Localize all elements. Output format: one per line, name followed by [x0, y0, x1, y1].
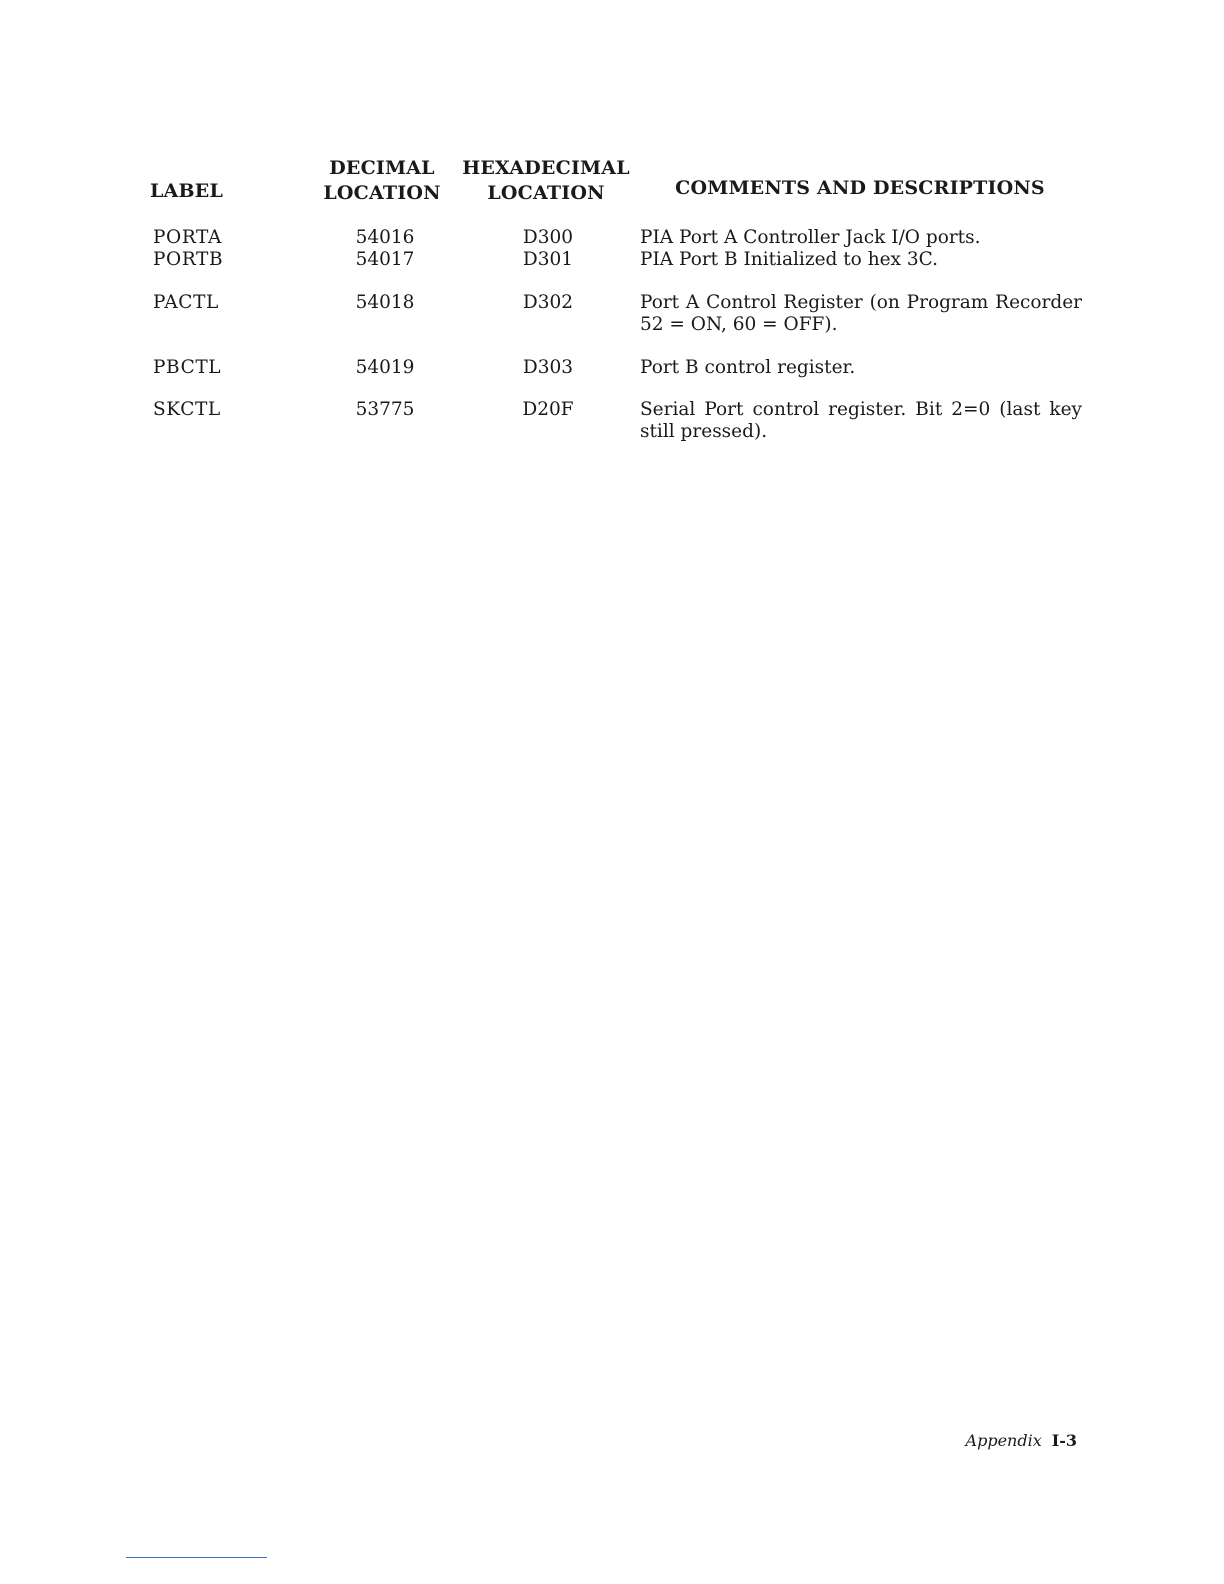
row-comment: Serial Port control register. Bit 2=0 (last key still pressed). [640, 399, 1082, 442]
row-decimal: 54017 [355, 249, 415, 270]
row-decimal: 54018 [355, 292, 415, 313]
header-comments [640, 176, 1080, 201]
row-decimal: 54016 [355, 227, 415, 248]
header-decimal-line-2: LOCATION [323, 182, 441, 204]
row-label: PORTB [153, 249, 224, 270]
footer-section: Appendix [965, 1431, 1042, 1450]
header-hex-line-2: LOCATION [487, 182, 605, 204]
row-comment: PIA Port B Initialized to hex 3C. [640, 249, 939, 270]
footer-page-number: I-3 [1051, 1431, 1077, 1450]
row-comment: Port A Control Register (on Program Recorder 52 = ON, 60 = OFF). [640, 292, 1082, 335]
row-label: SKCTL [153, 399, 221, 420]
row-hex: D301 [522, 249, 574, 270]
bottom-rule [126, 1557, 267, 1558]
header-label-line: LABEL [150, 180, 224, 202]
row-hex: D300 [522, 227, 574, 248]
row-decimal: 54019 [355, 357, 415, 378]
header-decimal-location [318, 156, 446, 206]
header-comments-line: COMMENTS AND DESCRIPTIONS [675, 177, 1045, 199]
row-comment: Port B control register. [640, 357, 856, 378]
row-hex: D302 [522, 292, 574, 313]
row-label: PACTL [153, 292, 219, 313]
header-hex-location [462, 156, 630, 206]
row-decimal: 53775 [355, 399, 415, 420]
row-hex: D20F [522, 399, 574, 420]
header-label [150, 179, 250, 204]
row-hex: D303 [522, 357, 574, 378]
row-label: PORTA [153, 227, 222, 248]
header-decimal-line-1: DECIMAL [329, 157, 435, 179]
row-label: PBCTL [153, 357, 222, 378]
page-footer [900, 1431, 1077, 1450]
header-hex-line-1: HEXADECIMAL [462, 157, 630, 179]
row-comment: PIA Port A Controller Jack I/O ports. [640, 227, 981, 248]
